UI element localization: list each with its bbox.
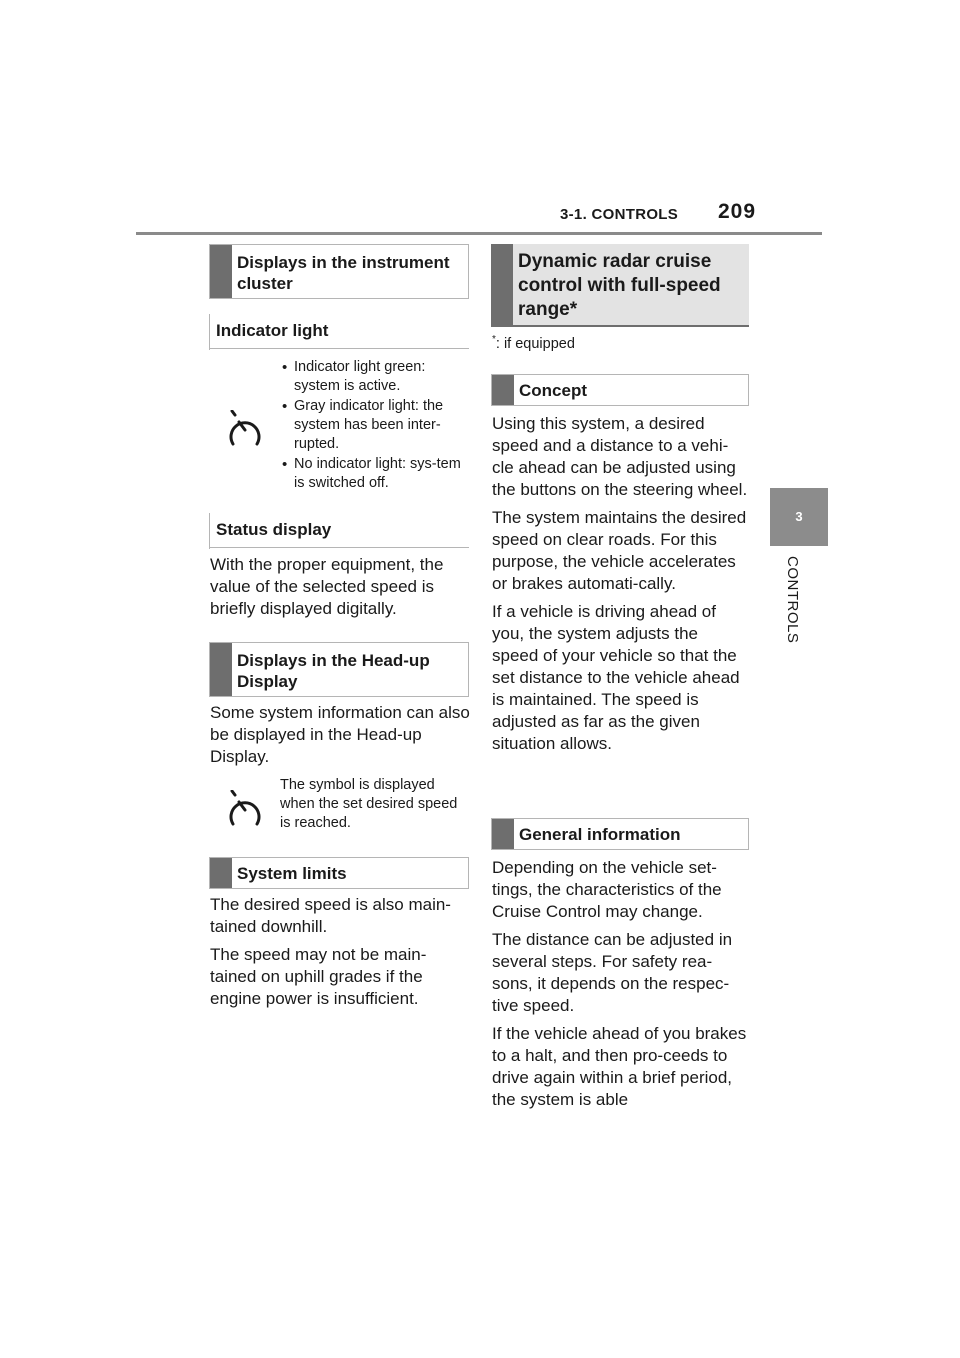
page-number: 209 xyxy=(718,200,757,223)
paragraph: The speed may not be main-tained on uphill grades if the engine power is insufficient. xyxy=(210,945,427,1008)
heading-concept xyxy=(491,374,749,406)
heading-indicator-light: Indicator light xyxy=(216,321,329,340)
cruise-control-speedometer-icon xyxy=(226,790,264,830)
heading-bar xyxy=(210,245,232,298)
heading-head-up-display xyxy=(209,642,469,697)
chapter-side-label: CONTROLS xyxy=(784,556,801,644)
chapter-tab[interactable]: 3 xyxy=(770,488,828,546)
general-information-text xyxy=(492,857,748,1117)
heading-instrument-cluster xyxy=(209,244,469,299)
heading-status-display: Status display xyxy=(216,520,332,539)
section-title: 3-1. CONTROLS xyxy=(560,206,679,223)
paragraph: The system maintains the desired speed on clear roads. For this purpose, the vehicle accelerates or brakes automati-cally. xyxy=(492,508,747,593)
list-item: • No indicator light: sys-tem is switched off. xyxy=(282,455,464,493)
list-item: • Gray indicator light: the system has been inter-rupted. xyxy=(282,397,464,454)
heading-bar xyxy=(492,375,514,405)
paragraph: The distance can be adjusted in several steps. For safety rea-sons, it depends on the respec-tive speed. xyxy=(492,930,733,1015)
status-display-text: With the proper equipment, the value of the selected speed is briefly displayed digitally. xyxy=(210,555,444,618)
heading-rule-vertical xyxy=(209,314,210,350)
cruise-control-speedometer-icon xyxy=(226,410,264,450)
header-rule xyxy=(136,232,822,235)
heading-text: General information xyxy=(519,825,681,844)
footnote-mark: * xyxy=(492,334,496,345)
heading-text: Displays in the instrument cluster xyxy=(237,253,450,293)
footnote xyxy=(492,334,575,352)
hud-symbol-text: The symbol is displayed when the set desired speed is reached. xyxy=(280,777,458,831)
heading-bar xyxy=(492,819,514,849)
paragraph: If a vehicle is driving ahead of you, the system adjusts the speed of your vehicle so that the set distance to the vehicle ahead is maintained. The speed is adjusted as far as the given situation allows. xyxy=(492,602,740,753)
heading-text: System limits xyxy=(237,864,347,883)
paragraph: Using this system, a desired speed and a distance to a vehi-cle ahead can be adjusted using the buttons on the steering wheel. xyxy=(492,414,748,499)
hud-text: Some system information can also be displayed in the Head-up Display. xyxy=(210,703,470,766)
heading-text: Concept xyxy=(519,381,587,400)
heading-general-information xyxy=(491,818,749,850)
paragraph: If the vehicle ahead of you brakes to a halt, and then pro-ceeds to drive again within a brief period, the system is able xyxy=(492,1024,747,1109)
list-item: • Indicator light green: system is active. xyxy=(282,358,464,396)
heading-dynamic-radar-cruise-control xyxy=(491,244,749,327)
indicator-light-list xyxy=(282,358,464,494)
heading-bar xyxy=(491,244,513,325)
heading-rule-vertical xyxy=(209,513,210,549)
heading-bar xyxy=(210,858,232,888)
concept-text xyxy=(492,413,748,761)
heading-bar xyxy=(210,643,232,696)
paragraph: The desired speed is also main-tained downhill. xyxy=(210,895,451,936)
heading-text: Dynamic radar cruise control with full-speed range* xyxy=(518,251,721,320)
heading-text: Displays in the Head-up Display xyxy=(237,651,430,691)
paragraph: Depending on the vehicle set-tings, the characteristics of the Cruise Control may change. xyxy=(492,858,722,921)
heading-rule xyxy=(209,348,469,349)
footnote-text: : if equipped xyxy=(495,335,575,352)
heading-rule xyxy=(209,547,469,548)
system-limits-text xyxy=(210,894,472,1016)
heading-system-limits xyxy=(209,857,469,889)
